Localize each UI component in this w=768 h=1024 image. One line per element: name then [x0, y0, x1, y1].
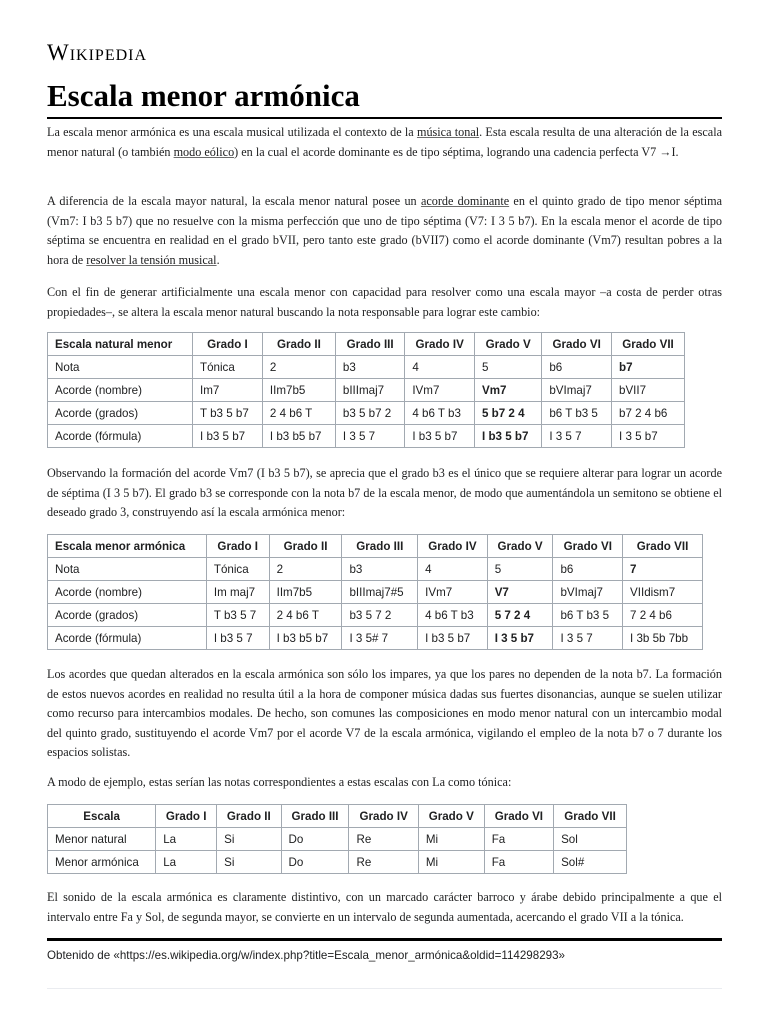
intro-text-1: La escala menor armónica es una escala musical utilizada el contexto de la [47, 125, 417, 139]
table-cell: Do [281, 851, 349, 874]
table-natural-minor [47, 332, 685, 448]
table-cell: I b3 b5 b7 [262, 425, 335, 448]
table-row [48, 828, 627, 851]
table-cell: 2 4 b6 T [269, 604, 342, 627]
table-cell: b6 [542, 356, 612, 379]
table-row [48, 558, 703, 581]
intro-text-2: . Esta escala resulta de una alteración de la escala menor natural (o también [47, 125, 722, 159]
table-header-cell: Escala menor armónica [48, 535, 207, 558]
paragraph-2 [47, 192, 722, 270]
table-header-cell: Grado III [281, 805, 349, 828]
table-header-cell: Grado II [262, 333, 335, 356]
table-cell: bIIImaj7#5 [342, 581, 418, 604]
table-cell: I b3 5 b7 [193, 425, 263, 448]
table-header-row [48, 535, 703, 558]
table-cell: Acorde (grados) [48, 402, 193, 425]
table-cell: Menor natural [48, 828, 156, 851]
table-cell: bVImaj7 [553, 581, 623, 604]
table-cell: Nota [48, 558, 207, 581]
table-cell: 5 7 2 4 [487, 604, 553, 627]
table-cell: 2 [262, 356, 335, 379]
table-cell: I 3 5 7 [553, 627, 623, 650]
table-cell: b3 5 b7 2 [335, 402, 404, 425]
para2-text-1: A diferencia de la escala mayor natural, la escala menor natural posee un [47, 194, 421, 208]
footer-divider [47, 938, 722, 941]
table-cell: Nota [48, 356, 193, 379]
table-header-cell: Escala natural menor [48, 333, 193, 356]
table-cell: b7 [612, 356, 685, 379]
table-header-cell: Grado VI [484, 805, 553, 828]
footer-source [47, 949, 722, 962]
table-cell: Acorde (nombre) [48, 581, 207, 604]
table-cell: Tónica [193, 356, 263, 379]
table-cell: b3 5 7 2 [342, 604, 418, 627]
table-cell: b3 [335, 356, 404, 379]
table-cell: Re [349, 851, 418, 874]
table-cell: Si [217, 828, 281, 851]
table-header-cell: Grado V [475, 333, 542, 356]
paragraph-7: El sonido de la escala armónica es claramente distintivo, con un marcado carácter barroco y árabe debido principalmente a que el intervalo entre Fa y Sol, de segunda mayor, se convierte en un intervalo de segunda aumentada, acercando el grado VII a la tónica. [47, 890, 722, 924]
table-cell: I 3 5 b7 [612, 425, 685, 448]
footer-prefix: Obtenido de « [47, 949, 120, 962]
table-cell: T b3 5 7 [206, 604, 269, 627]
table-cell: b6 [553, 558, 623, 581]
title-divider [47, 117, 722, 119]
table-cell: I b3 b5 b7 [269, 627, 342, 650]
table-cell: Acorde (fórmula) [48, 627, 207, 650]
footer-suffix: » [558, 949, 565, 962]
table-row [48, 402, 685, 425]
table-cell: b6 T b3 5 [542, 402, 612, 425]
table-row [48, 604, 703, 627]
table-cell: bVImaj7 [542, 379, 612, 402]
table-cell: 7 2 4 b6 [623, 604, 703, 627]
table-header-cell: Grado I [206, 535, 269, 558]
table-cell: bVII7 [612, 379, 685, 402]
table-cell: Acorde (nombre) [48, 379, 193, 402]
table-header-cell: Grado II [269, 535, 342, 558]
table-cell: Sol# [554, 851, 627, 874]
para2-text-3: . [216, 252, 220, 267]
table-cell: Do [281, 828, 349, 851]
table-cell: T b3 5 b7 [193, 402, 263, 425]
table-cell: I 3 5 b7 [487, 627, 553, 650]
table-cell: Vm7 [475, 379, 542, 402]
table-row [48, 356, 685, 379]
table-header-cell: Grado V [418, 805, 484, 828]
table-cell: 7 [623, 558, 703, 581]
wikipedia-logo[interactable]: Wikipedia [47, 40, 148, 65]
table-cell: 5 [487, 558, 553, 581]
table-harmonic-minor [47, 534, 703, 650]
paragraph-3: Con el fin de generar artificialmente una escala menor con capacidad para resolver como una escala mayor –a costa de perder otras propiedades–, se altera la escala menor natural buscando la nota responsable para lograr este cambio: [47, 285, 722, 319]
table-cell: b7 2 4 b6 [612, 402, 685, 425]
table-cell: Im maj7 [206, 581, 269, 604]
table-cell: I b3 5 b7 [475, 425, 542, 448]
table-header-cell: Grado VI [553, 535, 623, 558]
table-header-cell: Grado VII [554, 805, 627, 828]
table-header-row [48, 805, 627, 828]
table-header-cell: Grado I [193, 333, 263, 356]
table-cell: Mi [418, 828, 484, 851]
table-cell: I b3 5 b7 [405, 425, 475, 448]
table-row [48, 581, 703, 604]
table-cell: I 3b 5b 7bb [623, 627, 703, 650]
footer-source-link[interactable]: https://es.wikipedia.org/w/index.php?title=Escala_menor_armónica&oldid=114298293 [119, 949, 559, 962]
table-cell: Im7 [193, 379, 263, 402]
table-header-cell: Grado VII [623, 535, 703, 558]
page-title: Escala menor armónica [47, 78, 360, 113]
table-cell: bIIImaj7 [335, 379, 404, 402]
table-cell: Mi [418, 851, 484, 874]
table-cell: IIm7b5 [269, 581, 342, 604]
table-header-cell: Grado I [156, 805, 217, 828]
table-cell: 5 [475, 356, 542, 379]
table-header-row [48, 333, 685, 356]
intro-text-3: ) en la cual el acorde dominante es de tipo séptima, logrando una cadencia perfecta V7 →I. [234, 144, 679, 159]
table-cell: V7 [487, 581, 553, 604]
table-row [48, 627, 703, 650]
link-resolver-tension[interactable]: resolver la tensión musical [86, 252, 217, 267]
table-header-cell: Grado II [217, 805, 281, 828]
paragraph-5: Los acordes que quedan alterados en la escala armónica son sólo los impares, ya que los pares no dependen de la nota b7. La formación de estos nuevos acordes en realidad no resulta útil a la hora de componer música dadas sus fuertes disonancias, aunque se suelen utilizar como recurso para intercambios modales. De hecho, son comunes las composiciones en modo menor natural con un intercambio modal del quinto grado, sustituyendo el acorde Vm7 por el acorde V7 de la escala armónica, vigilando el empleo de la nota b7 o 7 durante los espacios solistas. [47, 667, 722, 759]
table-header-cell: Escala [48, 805, 156, 828]
table-cell: I 3 5# 7 [342, 627, 418, 650]
table-cell: 4 b6 T b3 [418, 604, 488, 627]
table-cell: b6 T b3 5 [553, 604, 623, 627]
table-cell: I b3 5 7 [206, 627, 269, 650]
table-cell: La [156, 828, 217, 851]
table-row [48, 379, 685, 402]
table-header-cell: Grado VII [612, 333, 685, 356]
table-header-cell: Grado III [342, 535, 418, 558]
link-modo-eolico[interactable]: modo eólico [173, 144, 235, 159]
table-cell: Re [349, 828, 418, 851]
table-cell: IVm7 [405, 379, 475, 402]
table-cell: VIIdism7 [623, 581, 703, 604]
table-cell: Sol [554, 828, 627, 851]
paragraph-6: A modo de ejemplo, estas serían las notas correspondientes a estas escalas con La como tónica: [47, 775, 512, 789]
table-header-cell: Grado IV [349, 805, 418, 828]
table-header-cell: Grado III [335, 333, 404, 356]
table-header-cell: Grado IV [405, 333, 475, 356]
table-cell: La [156, 851, 217, 874]
intro-paragraph [47, 123, 722, 162]
table-cell: I b3 5 b7 [418, 627, 488, 650]
table-cell: Fa [484, 851, 553, 874]
table-cell: Acorde (fórmula) [48, 425, 193, 448]
table-la-scales [47, 804, 627, 874]
table-cell: Menor armónica [48, 851, 156, 874]
table-header-cell: Grado IV [418, 535, 488, 558]
table-cell: 2 4 b6 T [262, 402, 335, 425]
table-cell: 2 [269, 558, 342, 581]
table-cell: Acorde (grados) [48, 604, 207, 627]
table-cell: IVm7 [418, 581, 488, 604]
table-cell: IIm7b5 [262, 379, 335, 402]
table-cell: Si [217, 851, 281, 874]
table-cell: 4 [418, 558, 488, 581]
table-row [48, 425, 685, 448]
para2-text-2: en el quinto grado de tipo menor séptima (Vm7: I b3 5 b7) que no resuelve con la misma perfección que uno de tipo séptima (V7: I 3 5 b7). En la escala menor el acorde de tipo séptima se encuentra en realidad en el grado bVII, pero tanto este grado (bVII7) como el acorde dominante (Vm7) resultan pobres a la hora de [47, 194, 723, 267]
link-musica-tonal[interactable]: música tonal [416, 125, 480, 139]
table-row [48, 851, 627, 874]
table-cell: Tónica [206, 558, 269, 581]
table-header-cell: Grado VI [542, 333, 612, 356]
table-cell: Fa [484, 828, 553, 851]
link-acorde-dominante[interactable]: acorde dominante [420, 194, 510, 208]
bottom-divider [47, 988, 722, 989]
table-cell: 5 b7 2 4 [475, 402, 542, 425]
table-cell: 4 [405, 356, 475, 379]
table-header-cell: Grado V [487, 535, 553, 558]
table-cell: b3 [342, 558, 418, 581]
table-cell: I 3 5 7 [335, 425, 404, 448]
paragraph-4: Observando la formación del acorde Vm7 (I b3 5 b7), se aprecia que el grado b3 es el único que se requiere alterar para lograr un acorde de séptima (I 3 5 b7). El grado b3 se corresponde con la nota b7 de la escala menor, de modo que aumentándola un semitono se obtiene el deseado grado 3, construyendo así la escala armónica menor: [47, 466, 722, 519]
table-cell: I 3 5 7 [542, 425, 612, 448]
table-cell: 4 b6 T b3 [405, 402, 475, 425]
